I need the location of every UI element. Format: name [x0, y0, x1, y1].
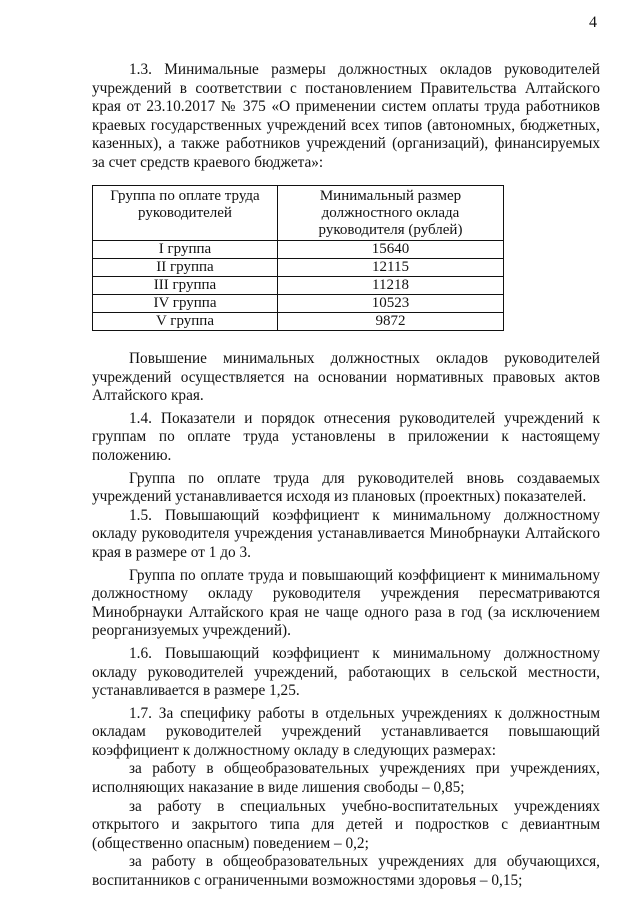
table-row — [93, 313, 504, 331]
cell-salary: 9872 — [278, 313, 504, 331]
cell-salary: 12115 — [278, 259, 504, 277]
paragraph-1-3: 1.3. Минимальные размеры должностных окладов руководителей учреждений в соответствии с постановлением Правительства Алтайского края от 23.10.2017 № 375 «О применении систем оплаты труда работников краевых государственных учреждений всех типов (автономных, бюджетных, казенных), а также работников учреждений (организаций), финансируемых за счет средств краевого бюджета»: — [92, 61, 600, 171]
list-item: за работу в общеобразовательных учреждениях при учреждениях, исполняющих наказание в виде лишения свободы – 0,85; — [92, 760, 600, 797]
cell-group: V группа — [93, 313, 278, 331]
paragraph-salary-increase: Повышение минимальных должностных окладов руководителей учреждений осуществляется на основании нормативных правовых актов Алтайского края. — [92, 350, 600, 405]
header-salary: Минимальный размер должностного оклада руководителя (рублей) — [278, 186, 504, 241]
paragraph-review: Группа по оплате труда и повышающий коэффициент к минимальному должностному окладу руководителя учреждения пересматриваются Минобрнауки Алтайского края не чаще одного раза в год (за исключением реорганизуемых учреждений). — [92, 566, 600, 640]
table-row — [93, 295, 504, 313]
paragraph-1-5: 1.5. Повышающий коэффициент к минимальному должностному окладу руководителя учреждения устанавливается Минобрнауки Алтайского края в размере от 1 до 3. — [92, 506, 600, 561]
section-body — [92, 350, 600, 891]
cell-salary: 15640 — [278, 241, 504, 259]
section-intro — [92, 61, 600, 173]
salary-table — [92, 185, 504, 331]
cell-group: I группа — [93, 241, 278, 259]
paragraph-1-4: 1.4. Показатели и порядок отнесения руководителей учреждений к группам по оплате труда установлены в приложении к настоящему положению. — [92, 409, 600, 464]
header-group: Группа по оплате труда руководителей — [93, 186, 278, 241]
cell-group: II группа — [93, 259, 278, 277]
cell-salary: 10523 — [278, 295, 504, 313]
paragraph-1-7: 1.7. За специфику работы в отдельных учреждениях к должностным окладам руководителей учреждений устанавливается повышающий коэффициент к должностному окладу в следующих размерах: — [92, 704, 600, 759]
paragraph-1-6: 1.6. Повышающий коэффициент к минимальному должностному окладу руководителей учреждений, работающих в сельской местности, устанавливается в размере 1,25. — [92, 644, 600, 700]
paragraph-new-institutions: Группа по оплате труда для руководителей вновь создаваемых учреждений устанавливается исходя из плановых (проектных) показателей. — [92, 469, 600, 506]
cell-salary: 11218 — [278, 277, 504, 295]
page-number: 4 — [589, 14, 597, 31]
list-item: за работу в специальных учебно-воспитательных учреждениях открытого и закрытого типа для детей и подростков с девиантным (общественно опасным) поведением – 0,2; — [92, 797, 600, 852]
table-row — [93, 241, 504, 259]
table-row — [93, 259, 504, 277]
table-header-row — [93, 186, 504, 241]
cell-group: III группа — [93, 277, 278, 295]
cell-group: IV группа — [93, 295, 278, 313]
table-row — [93, 277, 504, 295]
list-item: за работу в общеобразовательных учреждениях для обучающихся, воспитанников с ограниченными возможностями здоровья – 0,15; — [92, 853, 600, 890]
